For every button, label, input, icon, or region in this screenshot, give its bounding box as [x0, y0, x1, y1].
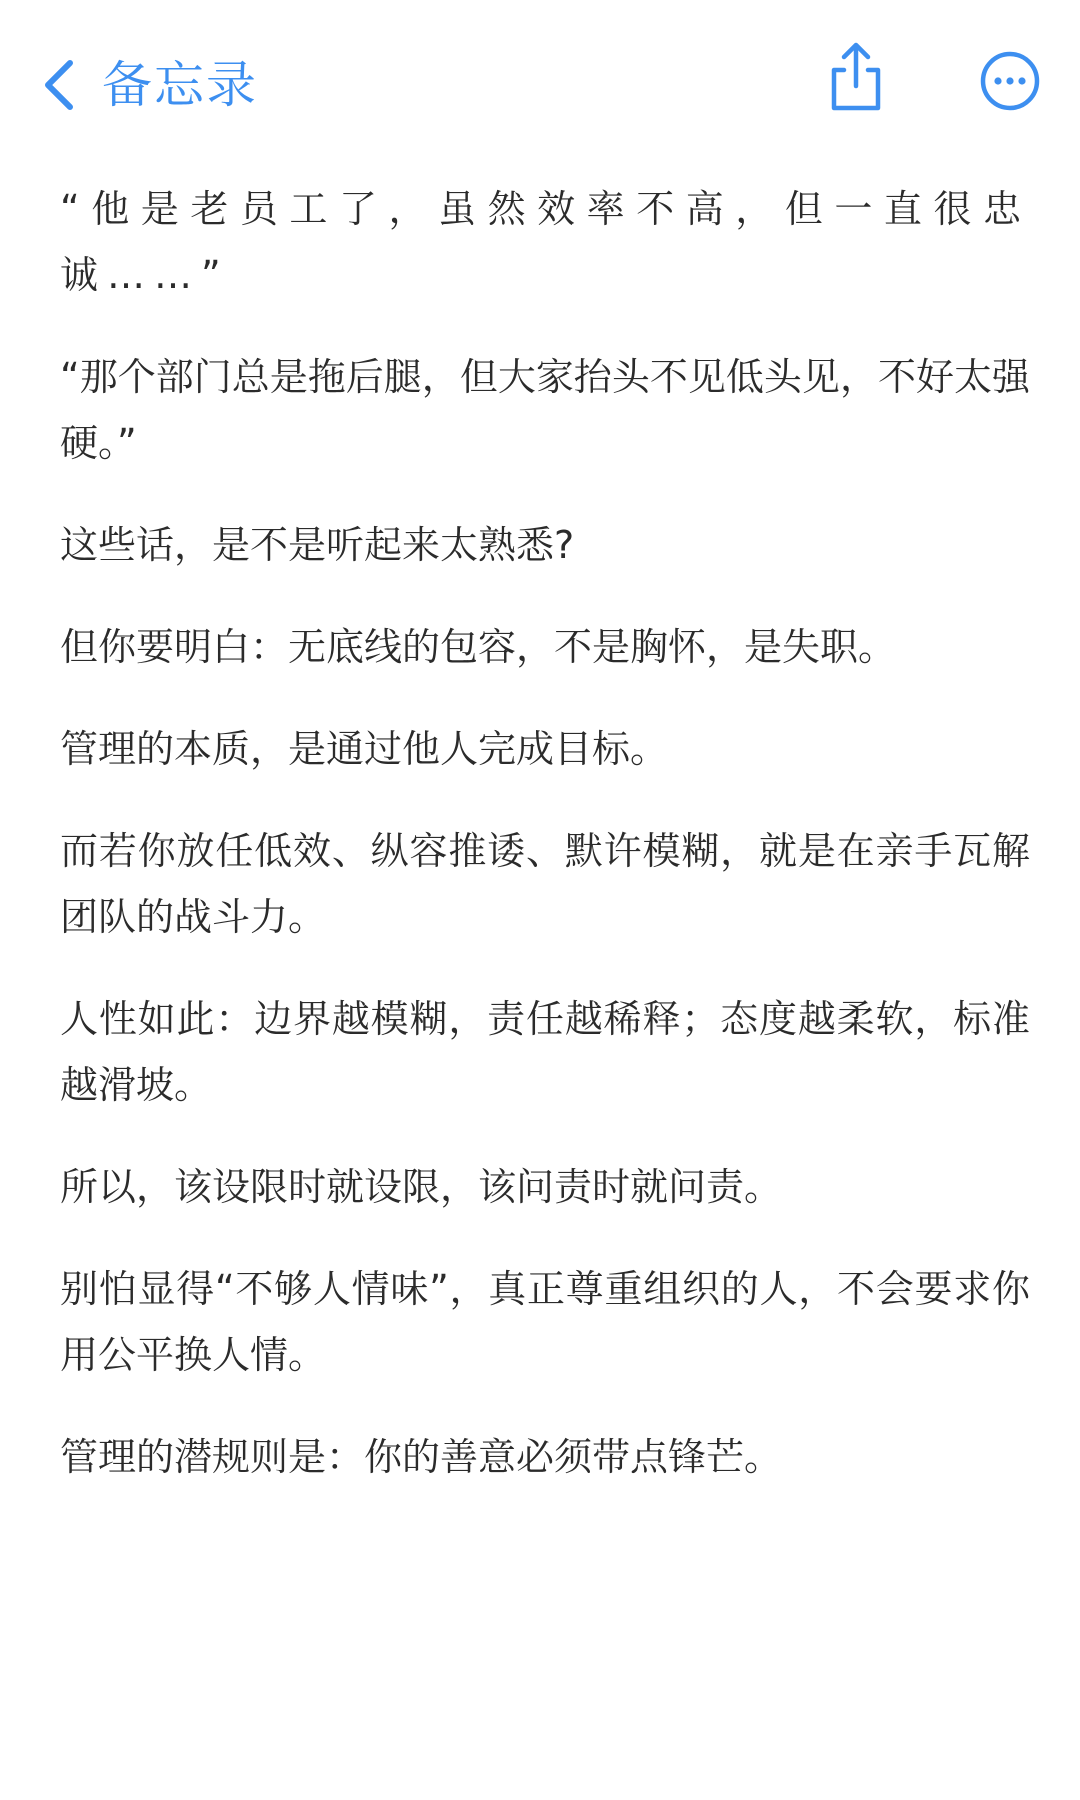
share-icon	[826, 40, 886, 114]
note-body[interactable]	[60, 176, 1030, 1526]
note-paragraph: 但你要明白：无底线的包容，不是胸怀，是失职。	[60, 625, 897, 669]
note-paragraph: “他是老员工了，虽然效率不高，但一直很忠诚……”	[60, 187, 1030, 297]
back-label: 备忘录	[102, 56, 258, 114]
note-paragraph: “那个部门总是拖后腿，但大家抬头不见低头见，不好太强硬。”	[60, 355, 1030, 465]
note-paragraph: 这些话，是不是听起来太熟悉?	[60, 523, 575, 567]
chevron-left-icon	[40, 59, 80, 111]
note-paragraph: 人性如此：边界越模糊，责任越稀释；态度越柔软，标准越滑坡。	[60, 997, 1030, 1107]
more-button[interactable]	[979, 50, 1041, 112]
note-paragraph: 别怕显得“不够人情味”，真正尊重组织的人，不会要求你用公平换人情。	[60, 1267, 1030, 1377]
note-paragraph: 管理的本质，是通过他人完成目标。	[60, 727, 669, 771]
more-icon	[979, 50, 1041, 112]
note-paragraph: 管理的潜规则是：你的善意必须带点锋芒。	[60, 1435, 783, 1479]
navigation-bar	[0, 0, 1080, 170]
note-paragraph: 而若你放任低效、纵容推诿、默许模糊，就是在亲手瓦解团队的战斗力。	[60, 829, 1030, 939]
note-paragraph: 所以，该设限时就设限，该问责时就问责。	[60, 1165, 783, 1209]
back-button[interactable]	[40, 50, 258, 120]
share-button[interactable]	[826, 40, 886, 114]
